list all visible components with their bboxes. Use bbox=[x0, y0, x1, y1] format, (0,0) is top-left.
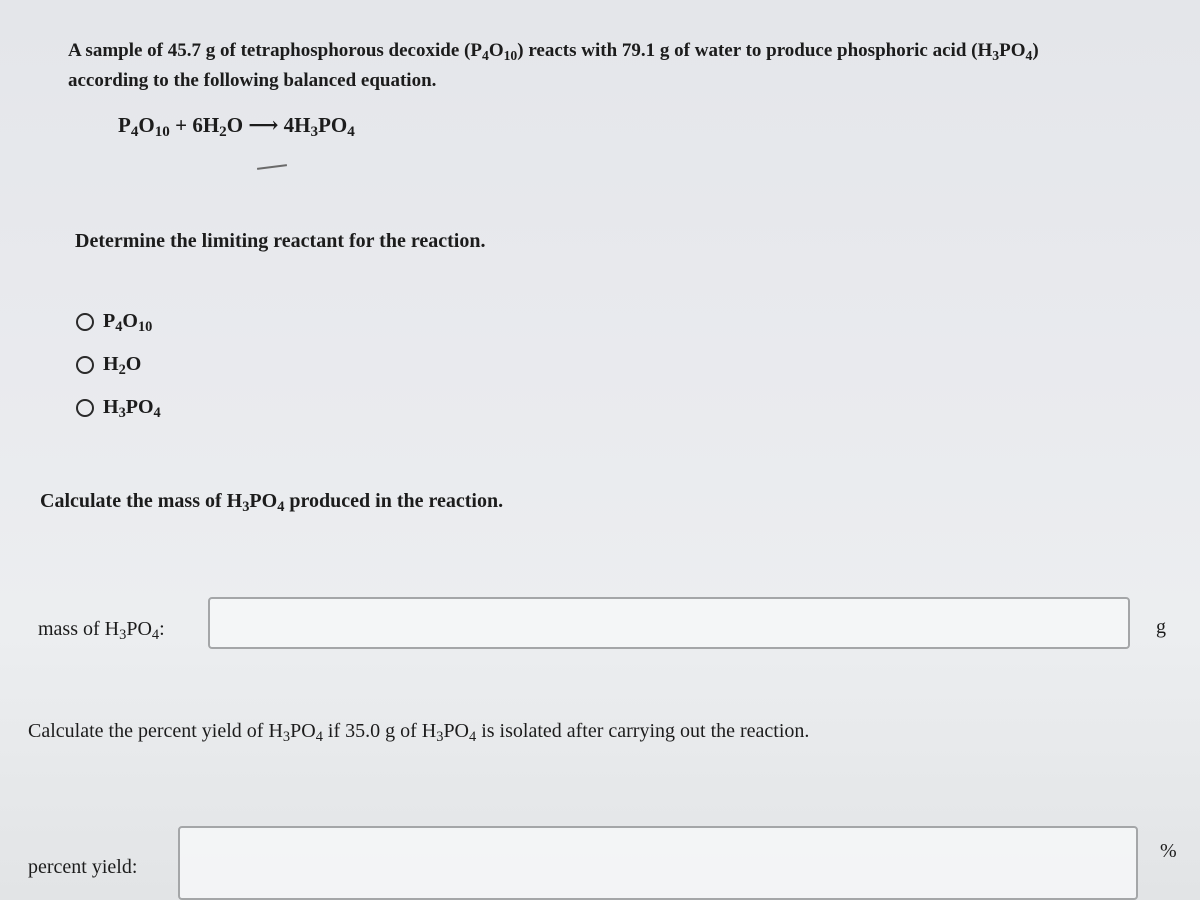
option-h3po4[interactable] bbox=[76, 386, 161, 429]
equation-water: $6H_2O$ bbox=[192, 113, 244, 141]
equation-plus: + bbox=[175, 113, 188, 137]
intro-text-3: ) bbox=[1032, 40, 1039, 61]
balanced-equation bbox=[118, 112, 355, 141]
stray-mark bbox=[257, 164, 287, 170]
equation-arrow-icon: ⟶ bbox=[248, 113, 279, 137]
radio-h2o[interactable] bbox=[76, 356, 94, 374]
mass-label: mass of $H_3PO_4$: bbox=[38, 618, 165, 644]
mass-input[interactable] bbox=[208, 597, 1130, 649]
h3po4-formula: $H_3PO_4$ bbox=[977, 40, 1033, 63]
percent-yield-input[interactable] bbox=[178, 826, 1138, 900]
intro-line-2: according to the following balanced equation. bbox=[68, 70, 437, 91]
option-p4o10[interactable] bbox=[76, 300, 161, 343]
radio-p4o10[interactable] bbox=[76, 313, 94, 331]
intro-text-2: ) reacts with 79.1 g of water to produce phosphoric acid ( bbox=[517, 40, 978, 61]
intro-text-1: A sample of 45.7 g of tetraphosphorous decoxide ( bbox=[68, 40, 471, 61]
option-h3po4-label: $H_3PO_4$ bbox=[103, 396, 161, 422]
mass-question: Calculate the mass of $H_3PO_4$ produced in the reaction. bbox=[40, 490, 504, 516]
option-p4o10-label: $P_4O_{10}$ bbox=[103, 310, 153, 336]
problem-intro bbox=[68, 36, 1168, 96]
option-h2o[interactable] bbox=[76, 343, 161, 386]
p4o10-formula: $P_4O_{10}$ bbox=[470, 40, 518, 63]
limiting-reactant-question: Determine the limiting reactant for the reaction. bbox=[75, 230, 486, 252]
percent-unit: % bbox=[1160, 840, 1177, 862]
limiting-reactant-options bbox=[76, 300, 161, 429]
radio-h3po4[interactable] bbox=[76, 399, 94, 417]
option-h2o-label: $H_2O$ bbox=[103, 353, 142, 379]
percent-yield-label: percent yield: bbox=[28, 856, 138, 878]
intro-line-1 bbox=[68, 36, 1168, 66]
percent-yield-question: Calculate the percent yield of $H_3PO_4$ if 35.0 g of $H_3PO_4$ is isolated after carrying out the reaction. bbox=[28, 720, 810, 746]
equation-acid: $4H_3PO_4$ bbox=[283, 113, 355, 141]
mass-unit: g bbox=[1156, 616, 1166, 638]
equation-p4o10: $P_4O_{10}$ bbox=[118, 113, 170, 141]
